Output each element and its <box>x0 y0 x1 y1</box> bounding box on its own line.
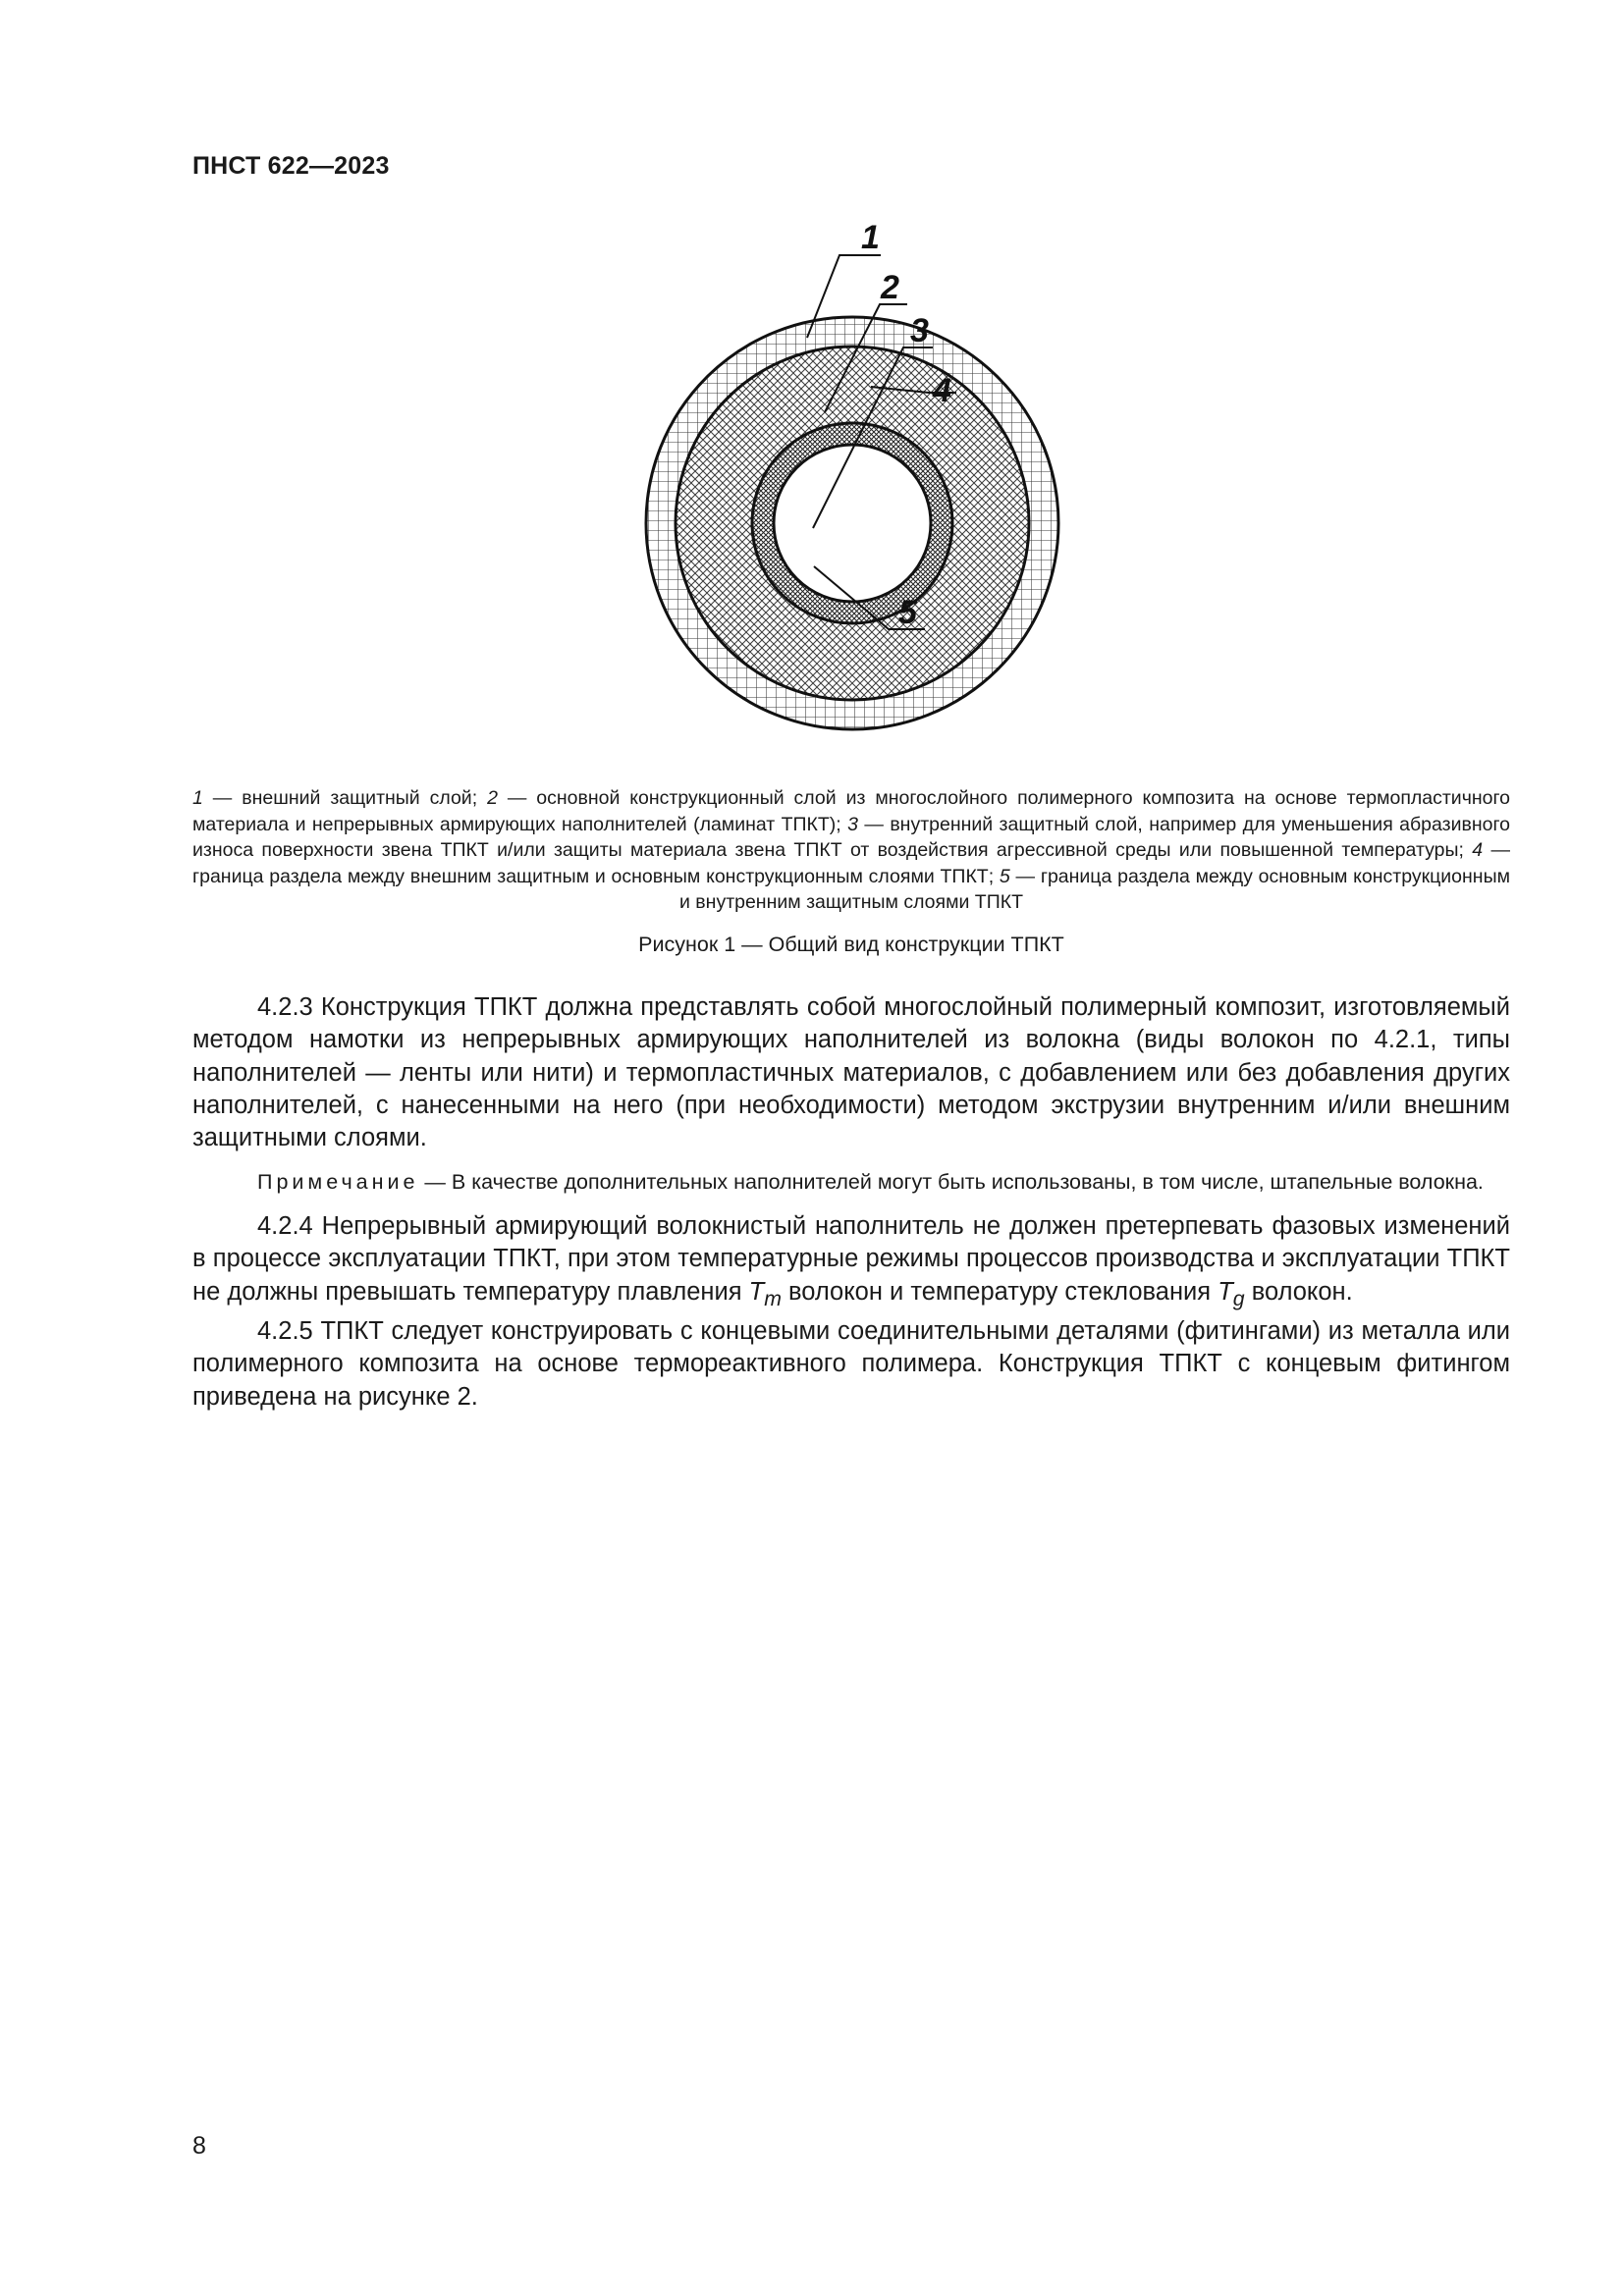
legend-text-1: — внешний защитный слой; <box>202 787 488 809</box>
paragraph-4-2-4-part2: волокон и температуру стеклования <box>781 1277 1218 1306</box>
paragraph-4-2-4-part3: волокон. <box>1244 1277 1353 1306</box>
symbol-t-glass: T <box>1218 1277 1233 1306</box>
subscript-m: m <box>764 1286 782 1310</box>
legend-number-3: 3 <box>847 813 858 835</box>
paragraph-4-2-4 <box>192 1210 1510 1315</box>
legend-text-4: — граница раздела между внешним защитным и основным конструкционным слоями ТПКТ; <box>192 839 1510 887</box>
legend-number-5: 5 <box>999 865 1010 887</box>
callout-2: 2 <box>881 269 899 306</box>
subscript-g: g <box>1232 1286 1245 1310</box>
paragraph-4-2-5: 4.2.5 ТПКТ следует конструировать с концевыми соединительными деталями (фитингами) из металла или полимерного композита на основе термореактивного полимера. Конструкция ТПКТ с концевым фитингом приведена на рисунке 2. <box>192 1316 1510 1411</box>
body-text <box>192 991 1510 1414</box>
callout-1: 1 <box>861 219 880 256</box>
legend-number-4: 4 <box>1472 839 1484 861</box>
cross-section-diagram <box>589 216 1110 746</box>
figure-caption: Рисунок 1 — Общий вид конструкции ТПКТ <box>638 933 1064 956</box>
note <box>192 1168 1510 1197</box>
callout-3: 3 <box>910 312 929 349</box>
paragraph-4-2-3: 4.2.3 Конструкция ТПКТ должна представлять собой многослойный полимерный композит, изготовляемый методом намотки из непрерывных армирующих наполнителей из волокна (виды волокон по 4.2.1, типы наполнителей — ленты или нити) и термопластичных материалов, с добавлением или без добавления других наполнителей, с нанесенными на него (при необходимости) методом экструзии внутренним и/или внешним защитными слоями. <box>192 993 1510 1152</box>
paragraph-4-2-4-part1: 4.2.4 Непрерывный армирующий волокнистый наполнитель не должен претерпевать фазовых изменений в процессе эксплуатации ТПКТ, при этом температурные режимы процессов производства и эксплуатации ТПКТ не должны превышать температуру плавления <box>192 1211 1510 1306</box>
pipe-bore <box>774 445 931 602</box>
figure-legend <box>192 785 1510 916</box>
callout-5: 5 <box>898 594 917 631</box>
legend-text-2: — основной конструкционный слой из многослойного полимерного композита на основе термопластичного материала и непрерывных армирующих наполнителей (ламинат ТПКТ); <box>192 787 1510 835</box>
legend-text-5: — граница раздела между основным конструкционным и внутренним защитным слоями ТПКТ <box>679 865 1510 913</box>
note-label: Примечание <box>257 1170 419 1195</box>
legend-number-2: 2 <box>487 787 498 809</box>
legend-text-3: — внутренний защитный слой, например для уменьшения абразивного износа поверхности звена ТПКТ и/или защиты материала звена ТПКТ от воздействия агрессивной среды или повышенной температуры; <box>192 813 1510 861</box>
page-number: 8 <box>192 2132 206 2160</box>
document-header: ПНСТ 622—2023 <box>192 152 390 180</box>
symbol-t-melting: T <box>748 1277 765 1306</box>
figure-pipe-cross-section <box>589 216 1110 746</box>
callout-4: 4 <box>933 372 951 409</box>
note-text: — В качестве дополнительных наполнителей могут быть использованы, в том числе, штапельные волокна. <box>418 1170 1484 1195</box>
legend-number-1: 1 <box>192 787 203 809</box>
